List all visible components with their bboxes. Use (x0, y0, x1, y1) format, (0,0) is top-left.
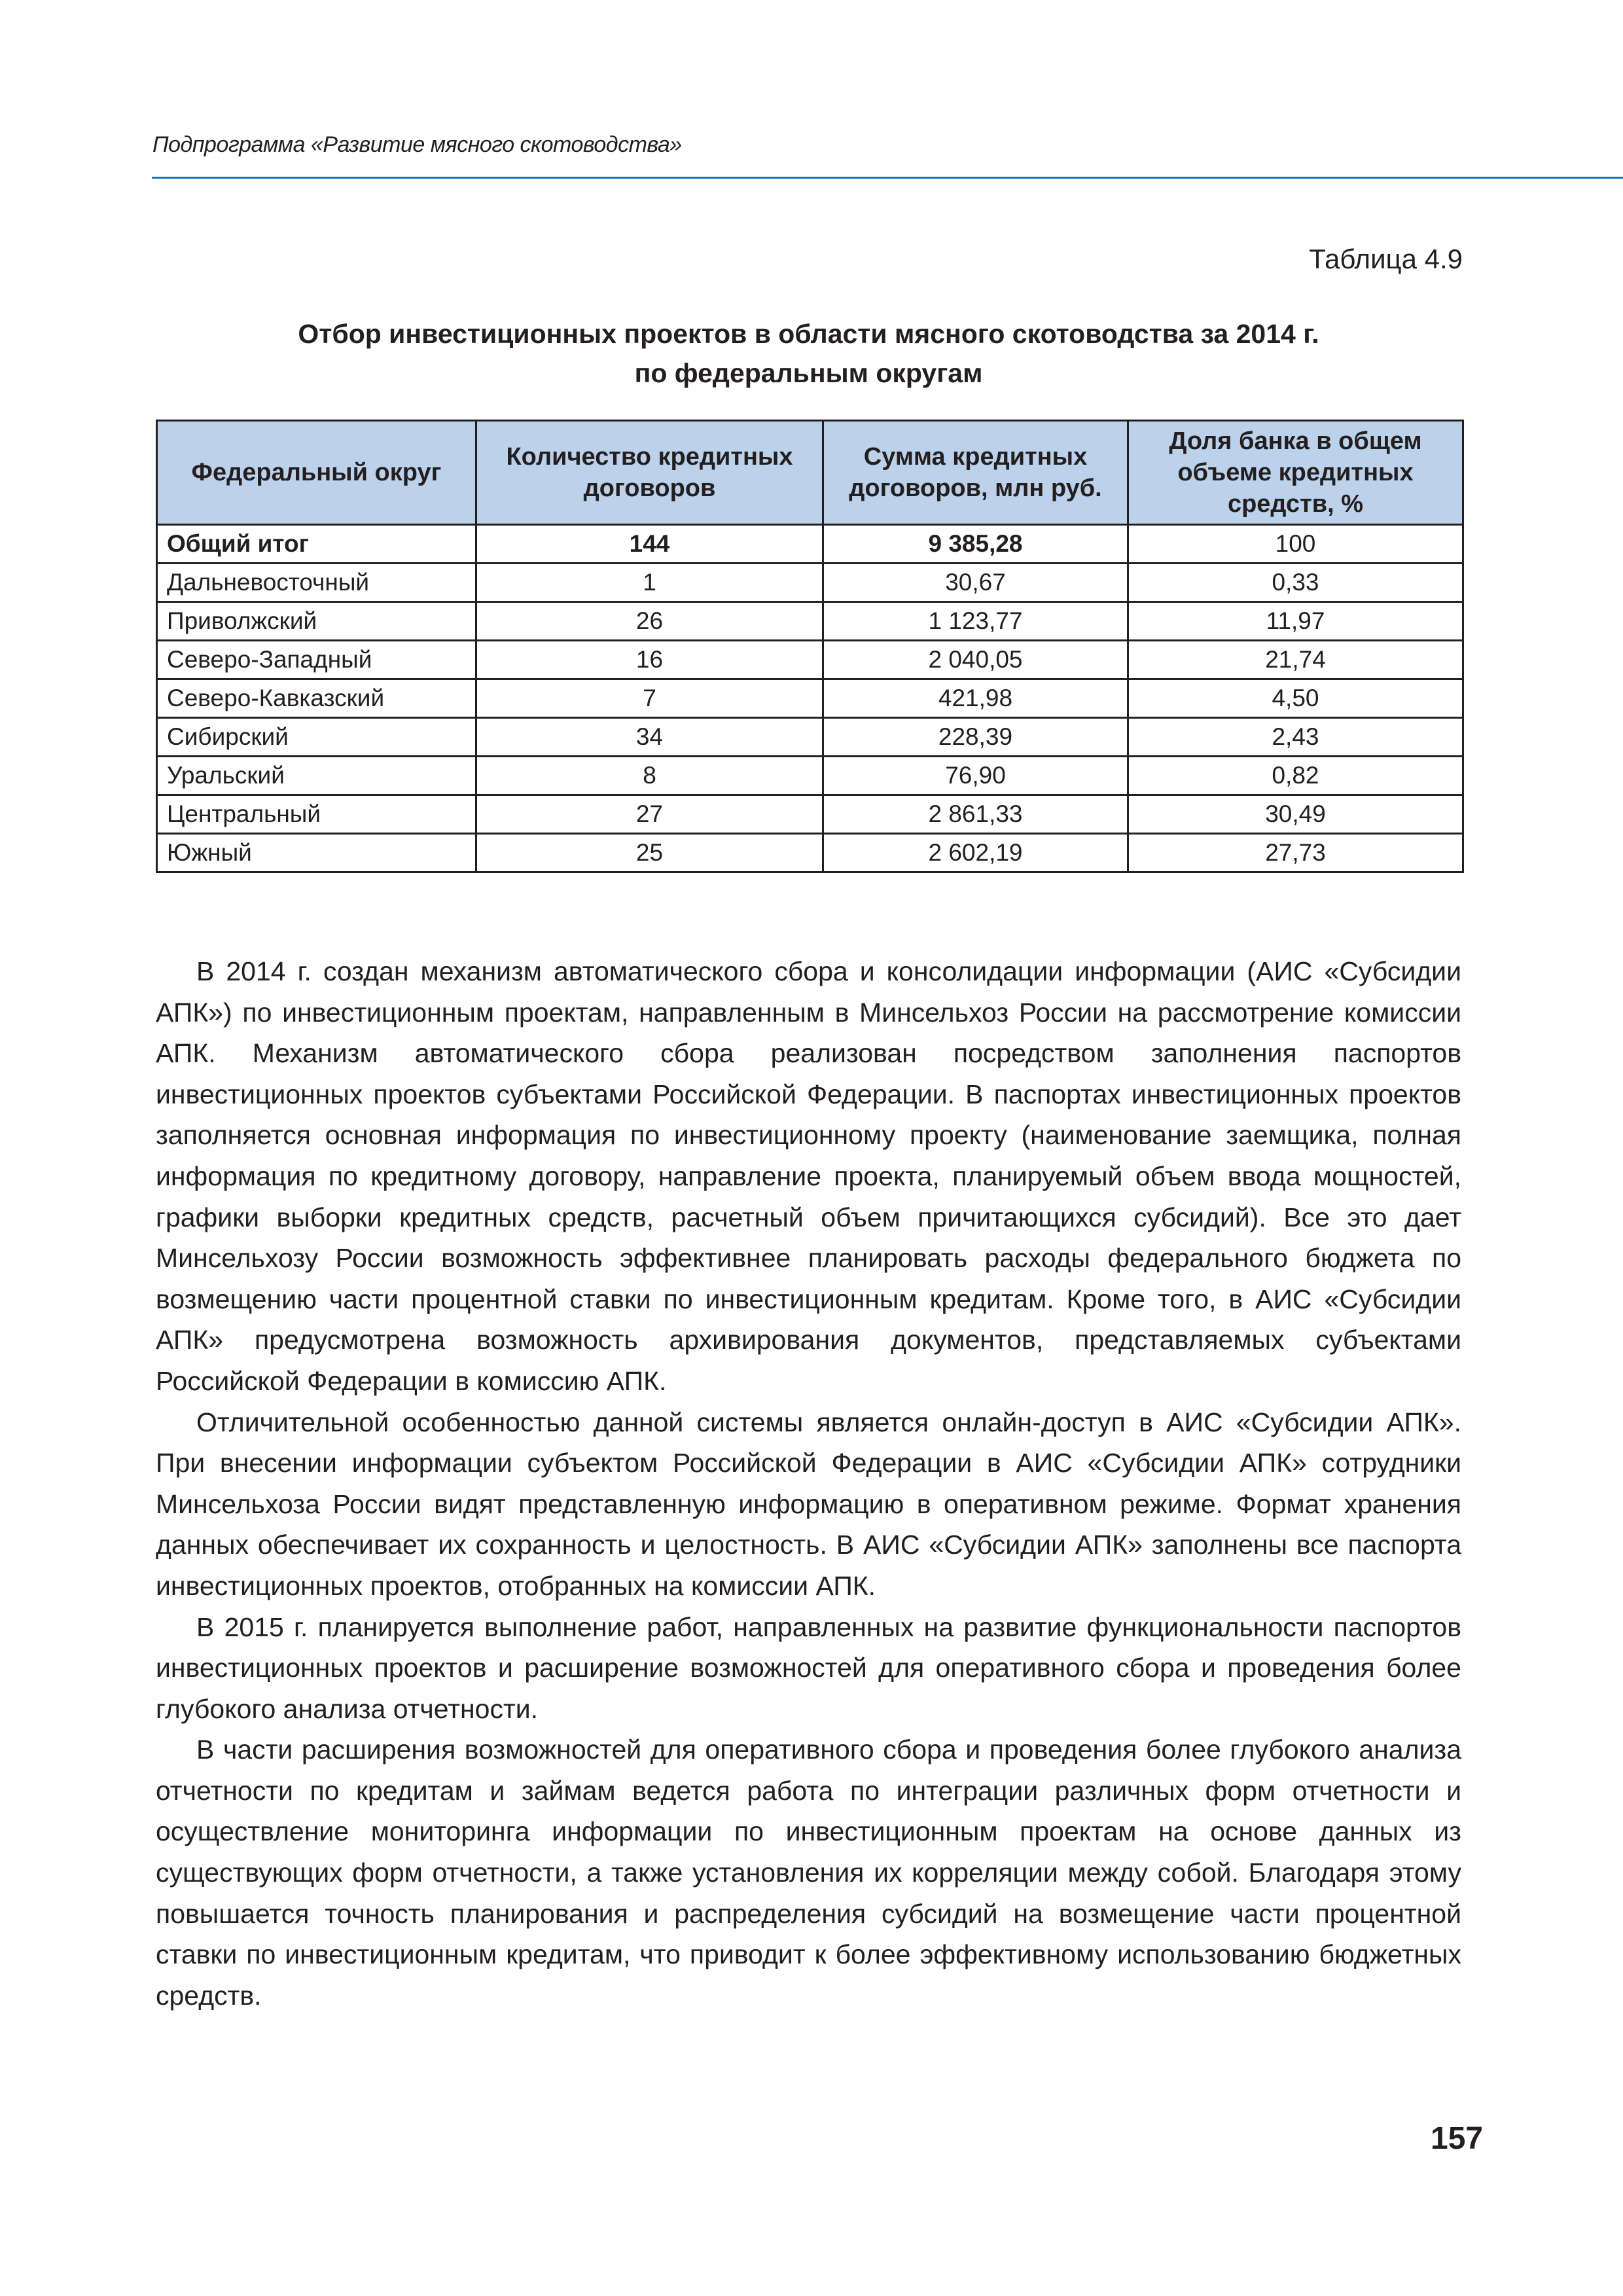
paragraph: Отличительной особенностью данной системы является онлайн-доступ в АИС «Субсидии АПК». При внесении информации субъектом Российской Федерации в АИС «Субсидии АПК» сотрудники Минсельхоза России видят представленную информацию в оперативном режиме. Формат хранения данных обеспечивает их сохранность и целостность. В АИС «Субсидии АПК» заполнены все паспорта инвестиционных проектов, отобранных на комиссии АПК. (156, 1407, 1461, 1601)
cell-share: 11,97 (1128, 602, 1463, 641)
cell-district: Северо-Кавказский (157, 679, 476, 718)
cell-amount: 76,90 (823, 757, 1128, 795)
cell-contracts: 25 (476, 834, 823, 872)
cell-share: 0,82 (1128, 757, 1463, 795)
table-row-total (157, 525, 1463, 564)
cell-district: Южный (157, 834, 476, 872)
cell-share: 21,74 (1128, 641, 1463, 679)
cell-amount: 228,39 (823, 718, 1128, 757)
cell-amount: 421,98 (823, 679, 1128, 718)
table-row (157, 641, 1463, 679)
cell-contracts: 7 (476, 679, 823, 718)
cell-district: Уральский (157, 757, 476, 795)
table-row (157, 679, 1463, 718)
cell-district: Сибирский (157, 718, 476, 757)
table-header-row (157, 421, 1463, 525)
page-number: 157 (1431, 2121, 1484, 2156)
table-row (157, 602, 1463, 641)
header-divider (152, 177, 1623, 179)
body-text (156, 951, 1461, 2016)
cell-share: 27,73 (1128, 834, 1463, 872)
cell-district: Общий итог (157, 525, 476, 564)
column-header-contracts: Количество кредитных договоров (476, 421, 823, 525)
cell-share: 100 (1128, 525, 1463, 564)
cell-district: Северо-Западный (157, 641, 476, 679)
cell-contracts: 8 (476, 757, 823, 795)
cell-contracts: 144 (476, 525, 823, 564)
table-row (157, 718, 1463, 757)
cell-amount: 30,67 (823, 564, 1128, 602)
table-row (157, 564, 1463, 602)
cell-district: Дальневосточный (157, 564, 476, 602)
cell-contracts: 16 (476, 641, 823, 679)
cell-contracts: 26 (476, 602, 823, 641)
cell-contracts: 27 (476, 795, 823, 834)
table-row (157, 757, 1463, 795)
cell-share: 0,33 (1128, 564, 1463, 602)
table-number-label: Таблица 4.9 (1309, 243, 1463, 274)
cell-district: Приволжский (157, 602, 476, 641)
running-header-title: Подпрограмма «Развитие мясного скотоводства» (152, 132, 682, 157)
column-header-share: Доля банка в общем объеме кредитных средств, % (1128, 421, 1463, 525)
paragraph: В части расширения возможностей для оперативного сбора и проведения более глубокого анализа отчетности по кредитам и займам ведется работа по интеграции различных форм отчетности и осуществление мониторинга информации по инвестиционным проектам на основе данных из существующих форм отчетности, а также установления их корреляции между собой. Благодаря этому повышается точность планирования и распределения субсидий на возмещение части процентной ставки по инвестиционным кредитам, что приводит к более эффективному использованию бюджетных средств. (156, 1734, 1461, 2011)
cell-share: 2,43 (1128, 718, 1463, 757)
table-row (157, 834, 1463, 872)
cell-amount: 9 385,28 (823, 525, 1128, 564)
cell-amount: 2 861,33 (823, 795, 1128, 834)
column-header-amount: Сумма кредитных договоров, млн руб. (823, 421, 1128, 525)
paragraph: В 2014 г. создан механизм автоматического сбора и консолидации информации (АИС «Субсидии АПК») по инвестиционным проектам, направленным в Минсельхоз России на рассмотрение комиссии АПК. Механизм автоматического сбора реализован посредством заполнения паспортов инвестиционных проектов субъектами Российской Федерации. В паспортах инвестиционных проектов заполняется основная информация по инвестиционному проекту (наименование заемщика, полная информация по кредитному договору, направление проекта, планируемый объем ввода мощностей, графики выборки кредитных средств, расчетный объем причитающихся субсидий). Все это дает Минсельхозу России возможность эффективнее планировать расходы федерального бюджета по возмещению части процентной ставки по инвестиционным кредитам. Кроме того, в АИС «Субсидии АПК» предусмотрена возможность архивирования документов, представляемых субъектами Российской Федерации в комиссию АПК. (156, 956, 1461, 1396)
cell-district: Центральный (157, 795, 476, 834)
cell-share: 4,50 (1128, 679, 1463, 718)
cell-share: 30,49 (1128, 795, 1463, 834)
districts-table (156, 420, 1464, 873)
table-title-line-1: Отбор инвестиционных проектов в области мясного скотоводства за 2014 г. (298, 319, 1319, 349)
cell-amount: 2 602,19 (823, 834, 1128, 872)
paragraph: В 2015 г. планируется выполнение работ, направленных на развитие функциональности паспортов инвестиционных проектов и расширение возможностей для оперативного сбора и проведения более глубокого анализа отчетности. (156, 1611, 1461, 1724)
column-header-district: Федеральный округ (157, 421, 476, 525)
cell-amount: 2 040,05 (823, 641, 1128, 679)
table-row (157, 795, 1463, 834)
cell-contracts: 34 (476, 718, 823, 757)
cell-contracts: 1 (476, 564, 823, 602)
cell-amount: 1 123,77 (823, 602, 1128, 641)
table-title-line-2: по федеральным округам (634, 358, 983, 388)
table-title (156, 314, 1461, 393)
